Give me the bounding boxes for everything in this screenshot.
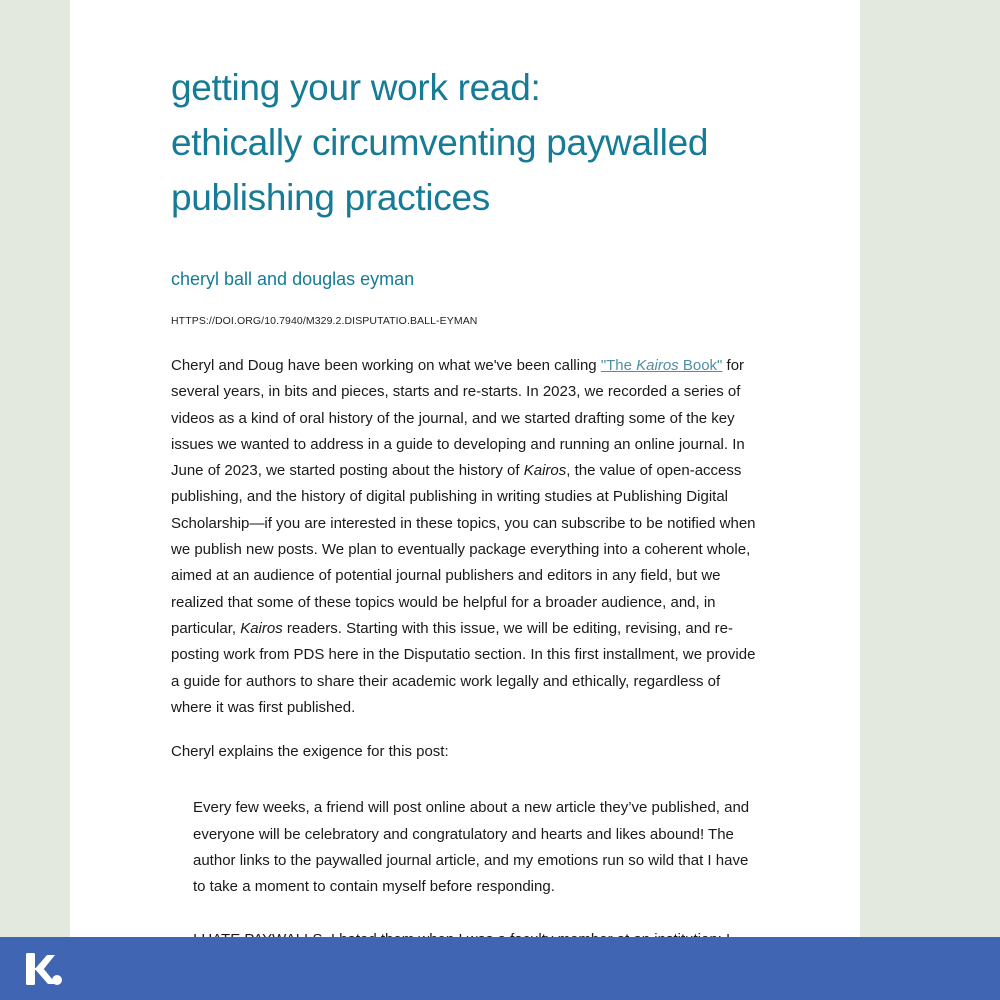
intro-text-1: Cheryl and Doug have been working on what we've been calling — [171, 357, 601, 374]
intro-em-kairos-1: Kairos — [523, 462, 567, 480]
title-line-3: publishing practices — [171, 177, 490, 218]
link-text-pre: "The — [600, 357, 637, 374]
article-title — [171, 60, 763, 225]
intro-text-3: , the value of open-access publishing, and the history of digital publishing in writing studies at Publishing Digital Scholarship—if you are interested in these topics, you can subscribe to be notified when we publish new posts. We plan to eventually package everything into a coherent whole, aimed at an audience of potential journal publishers and editors in any field, but we realized that some of these topics would be helpful for a broader audience, and, in particular, — [171, 462, 756, 637]
kairos-logo-svg — [24, 951, 64, 987]
link-text-post: Book" — [678, 357, 723, 374]
title-line-2: ethically circumventing paywalled — [171, 122, 709, 163]
intro-text-4: readers. Starting with this issue, we will be editing, revising, and re-posting work from PDS here in the Disputatio section. In this first installment, we provide a guide for authors to share their academic work legally and ethically, regardless of where it was first published. — [171, 619, 756, 716]
kairos-k-logo-icon[interactable] — [24, 951, 64, 987]
title-line-1: getting your work read: — [171, 67, 541, 108]
article-content — [171, 0, 763, 1000]
intro-em-kairos-2: Kairos — [240, 619, 283, 637]
footer-bar — [0, 937, 1000, 1000]
link-text-em: Kairos — [636, 357, 679, 374]
intro-text-2: for several years, in bits and pieces, starts and re-starts. In 2023, we recorded a series of videos as a kind of oral history of the journal, and we started drafting some of the key issues we wanted to address in a guide to developing and running an online journal. In June of 2023, we started posting about the history of — [171, 357, 745, 480]
article-page — [70, 0, 860, 1000]
article-authors: cheryl ball and douglas eyman — [171, 269, 415, 289]
kairos-book-link[interactable] — [601, 357, 723, 374]
intro-paragraph — [171, 353, 763, 721]
exigence-paragraph: Cheryl explains the exigence for this post: — [171, 743, 449, 761]
quote-paragraph-1: Every few weeks, a friend will post online about a new article they’ve published, and everyone will be celebratory and congratulatory and hearts and likes abound! The author links to the paywalled journal article, and my emotions run so wild that I have to take a moment to contain myself before responding. — [193, 799, 750, 896]
article-doi: HTTPS://DOI.ORG/10.7940/M329.2.DISPUTATIO.BALL-EYMAN — [171, 315, 478, 327]
